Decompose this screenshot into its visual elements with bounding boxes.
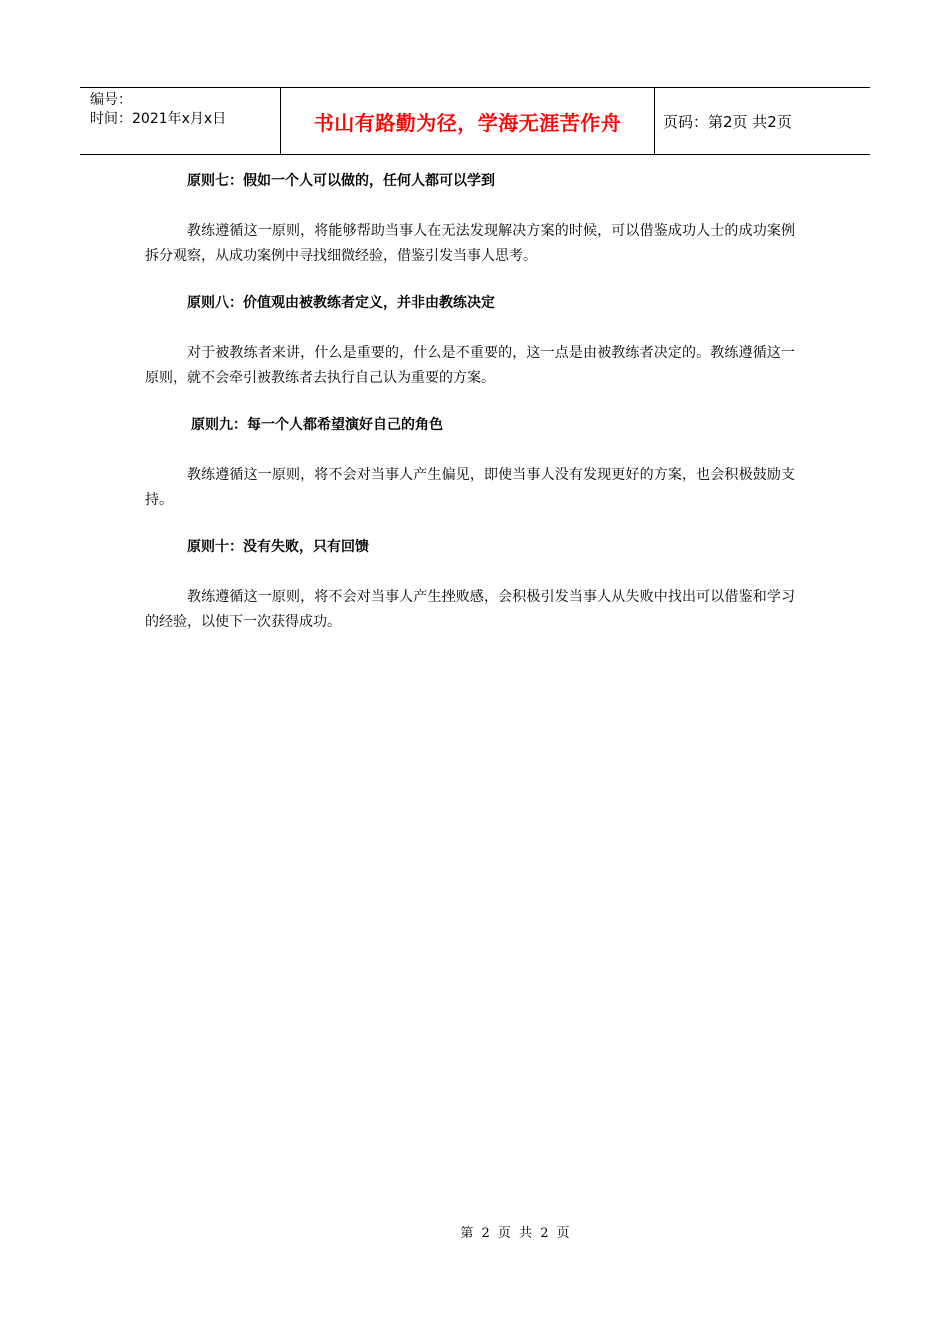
header-meta-cell xyxy=(80,88,281,154)
principle-7-heading: 原则七：假如一个人可以做的，任何人都可以学到 xyxy=(187,173,495,189)
header-page-cell xyxy=(655,88,870,154)
principle-8-heading: 原则八：价值观由被教练者定义，并非由教练决定 xyxy=(187,295,495,311)
principle-7-body: 教练遵循这一原则，将能够帮助当事人在无法发现解决方案的时候，可以借鉴成功人士的成功案例拆分观察，从成功案例中寻找细微经验，借鉴引发当事人思考。 xyxy=(145,223,795,264)
number-label: 编号： xyxy=(90,92,132,108)
page-header xyxy=(80,87,870,155)
time-label: 时间：2021年x月x日 xyxy=(90,111,227,127)
motto-text: 书山有路勤为径，学海无涯苦作舟 xyxy=(313,110,622,135)
header-motto-cell xyxy=(281,88,655,154)
document-body xyxy=(145,171,795,635)
principle-9-heading: 原则九：每一个人都希望演好自己的角色 xyxy=(191,417,443,433)
page-footer: 第 2 页 共 2 页 xyxy=(460,1226,570,1241)
header-page-info: 页码：第2页 共2页 xyxy=(663,112,792,131)
principle-8-body: 对于被教练者来讲，什么是重要的，什么是不重要的，这一点是由被教练者决定的。教练遵循这一原则，就不会牵引被教练者去执行自己认为重要的方案。 xyxy=(145,345,795,386)
principle-10-heading: 原则十：没有失败，只有回馈 xyxy=(187,539,369,555)
principle-9-body: 教练遵循这一原则，将不会对当事人产生偏见，即使当事人没有发现更好的方案，也会积极鼓励支持。 xyxy=(145,467,795,508)
principle-10-body: 教练遵循这一原则，将不会对当事人产生挫败感，会积极引发当事人从失败中找出可以借鉴和学习的经验，以使下一次获得成功。 xyxy=(145,589,795,630)
